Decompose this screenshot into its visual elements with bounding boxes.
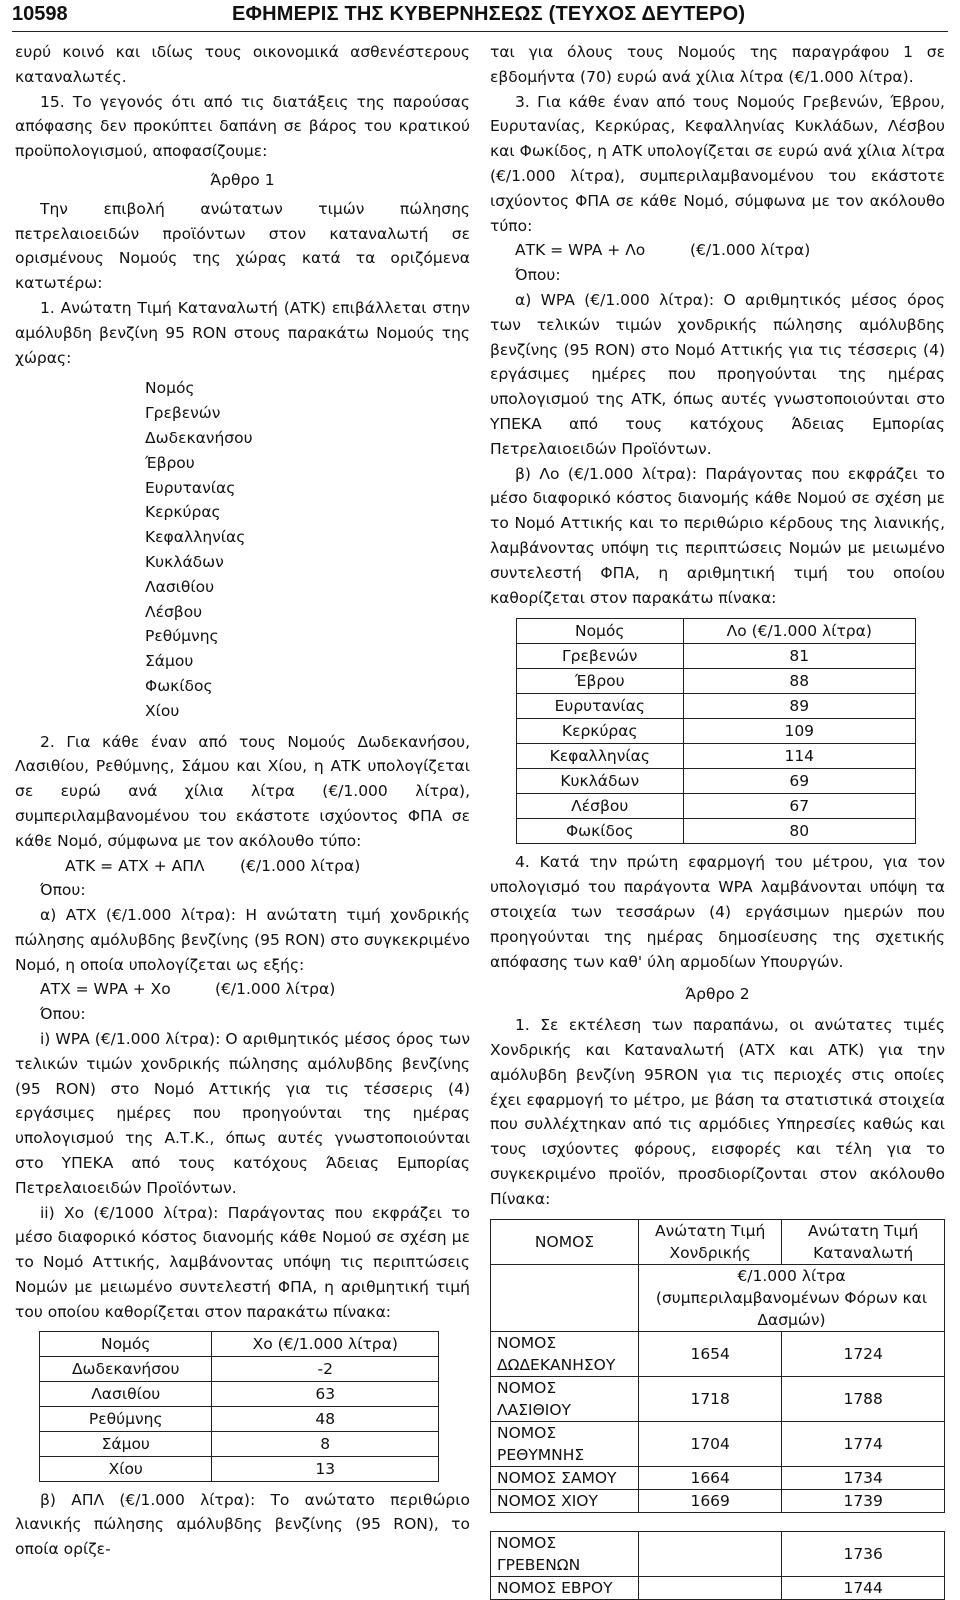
table-row [517,694,916,719]
table-cell: Χίου [40,1456,212,1481]
table-cell: 8 [212,1431,439,1456]
table-header-row [517,619,916,644]
formula-unit: (€/1.000 λίτρα) [240,856,361,875]
table-cell: Λέσβου [517,794,684,819]
table-row [491,1422,945,1467]
list-item: Λέσβου [145,602,203,621]
list-item: Κερκύρας [145,503,221,522]
formula-unit: (€/1.000 λίτρα) [215,980,336,999]
table-cell: 48 [212,1406,439,1431]
table-cell [491,1265,639,1332]
table-cell: Κερκύρας [517,719,684,744]
paragraph: ευρύ κοινό και ιδίως τους οικονομικά ασθενέστερους καταναλωτές. [15,43,470,86]
list-item: Κυκλάδων [145,552,224,571]
table-cell: ΝΟΜΟΣ ΧΙΟΥ [491,1490,639,1513]
table-header-row [491,1220,945,1265]
lo-table [516,618,916,844]
table-cell: Σάμου [40,1431,212,1456]
table-row [40,1456,439,1481]
table-cell: 1664 [639,1467,782,1490]
table-cell: 1669 [639,1490,782,1513]
table-row [491,1377,945,1422]
list-item: Φωκίδος [145,676,213,695]
list-item: Γρεβενών [145,404,221,423]
table-cell [491,1513,945,1532]
formula [490,238,945,263]
formula [15,977,470,1002]
table-row [491,1467,945,1490]
list-item: Έβρου [145,453,195,472]
paragraph: ται για όλους τους Νομούς της παραγράφου 1 σε εβδομήντα (70) ευρώ ανά χίλια λίτρα (€/1.000 λίτρα). [490,43,945,86]
table-header-cell: Λο (€/1.000 λίτρα) [683,619,916,644]
page-number: 10598 [12,3,68,25]
table-cell: 1736 [782,1532,945,1577]
price-table [490,1219,945,1600]
table-header-cell: Ανώτατη Τιμή Χονδρικής [639,1220,782,1265]
table-cell: 1788 [782,1377,945,1422]
table-cell: Δωδεκανήσου [40,1356,212,1381]
paragraph: α) ΑΤΧ (€/1.000 λίτρα): Η ανώτατη τιμή χονδρικής πώλησης αμόλυβδης βενζίνης (95 RON) στο συγκεκριμένο Νομό, η οποία υπολογίζεται ως εξής: [15,906,470,974]
table-cell: 1734 [782,1467,945,1490]
table-header-row [40,1331,439,1356]
page-header [0,0,960,30]
table-cell [639,1577,782,1600]
paragraph: 1. Ανώτατη Τιμή Καταναλωτή (ΑΤΚ) επιβάλλεται στην αμόλυβδη βενζίνη 95 RON στους παρακάτω Νομούς της χώρας: [15,298,470,367]
list-item: Ρεθύμνης [145,627,219,646]
paragraph: 15. Το γεγονός ότι από τις διατάξεις της παρούσας απόφασης δεν προκύπτει δαπάνη σε βάρος του κρατικού προϋπολογισμού, αποφασίζουμε: [15,92,470,161]
table-cell: ΝΟΜΟΣ ΣΑΜΟΥ [491,1467,639,1490]
paragraph: α) WPA (€/1.000 λίτρα): Ο αριθμητικός μέσος όρος των τελικών τιμών χονδρικής πώλησης αμόλυβδης βενζίνης (95 RON) στο Νομό Αττικής για τις τέσσερις (4) εργάσιμες ημέρες που προηγούνται της ημέρας υπολογισμού της ΑΤΚ, όπως αυτές γνωστοποιούνται στο ΥΠΕΚΑ από τους κατόχους Άδειας Εμπορίας Πετρελαιοειδών Προϊόντων. [490,290,945,458]
table-cell: ΝΟΜΟΣ ΕΒΡΟΥ [491,1577,639,1600]
table-cell: 88 [683,669,916,694]
table-row [40,1381,439,1406]
formula-left: ΑΤΚ = ΑΤΧ + ΑΠΛ [65,856,205,875]
table-cell [639,1532,782,1577]
where-label: Όπου: [515,266,561,285]
article-2-heading: Άρθρο 2 [685,985,750,1004]
list-item: Σάμου [145,652,194,671]
table-row [517,744,916,769]
article-1-heading: Άρθρο 1 [210,170,275,189]
table-cell: 1704 [639,1422,782,1467]
table-cell: Γρεβενών [517,644,684,669]
table-row [517,794,916,819]
table-gap-row [491,1513,945,1532]
table-header-cell: Νομός [517,619,684,644]
list-item: Δωδεκανήσου [145,428,253,447]
table-cell: 1724 [782,1332,945,1377]
table-unit-row [491,1265,945,1332]
table-header-cell: Χο (€/1.000 λίτρα) [212,1331,439,1356]
right-column [490,40,945,1600]
table-row [517,669,916,694]
table-cell: 81 [683,644,916,669]
table-cell: 69 [683,769,916,794]
list-item: Νομός [145,379,195,398]
table-cell: 1774 [782,1422,945,1467]
paragraph: 1. Σε εκτέλεση των παραπάνω, οι ανώτατες τιμές Χονδρικής και Καταναλωτή (ΑΤΧ και ΑΤΚ) για την αμόλυβδη βενζίνη 95RON για τις περιοχές στις οποίες έχει εφαρμογή το μέτρο, με βάση τα στατιστικά στοιχεία που συλλέχτηκαν από τις αρμόδιες Υπηρεσίες καθώς και τους ισχύοντες φόρους, εισφορές και τέλη για το συγκεκριμένο προϊόν, προσδιορίζονται στον ακόλουθο Πίνακα: [490,1016,945,1208]
table-header-cell: Ανώτατη Τιμή Καταναλωτή [782,1220,945,1265]
table-cell: 1744 [782,1577,945,1600]
table-header-cell: Νομός [40,1331,212,1356]
table-row [491,1332,945,1377]
paragraph: Την επιβολή ανώτατων τιμών πώλησης πετρελαιοειδών προϊόντων στον καταναλωτή σε ορισμένους Νομούς της χώρας κατά τα οριζόμενα κατωτέρω: [15,199,470,293]
table-row [517,719,916,744]
table-cell: 63 [212,1381,439,1406]
table-cell: Φωκίδος [517,819,684,844]
list-item: Λασιθίου [145,577,215,596]
table-cell: -2 [212,1356,439,1381]
table-cell: Έβρου [517,669,684,694]
table-cell: Κυκλάδων [517,769,684,794]
formula-left: ΑΤΧ = WPA + Χο [40,980,171,999]
table-row [517,769,916,794]
where-label: Όπου: [40,1005,86,1024]
table-cell: Ρεθύμνης [40,1406,212,1431]
paragraph: β) Λο (€/1.000 λίτρα): Παράγοντας που εκφράζει το μέσο διαφορικό κόστος διανομής κάθε Νομού σε σχέση με το Νομό Αττικής και το περιθώριο κέρδους της λιανικής, λαμβάνοντας υπόψη τις περιπτώσεις Νομών με μειωμένο συντελεστή ΦΠΑ, η αριθμητική τιμή του οποίου καθορίζεται στον παρακάτω πίνακα: [490,464,945,607]
table-row [40,1406,439,1431]
table-cell: 80 [683,819,916,844]
table-cell: 13 [212,1456,439,1481]
table-cell: 1718 [639,1377,782,1422]
table-cell: ΝΟΜΟΣ ΡΕΘΥΜΝΗΣ [491,1422,639,1467]
table-cell: 1654 [639,1332,782,1377]
table-cell: Κεφαλληνίας [517,744,684,769]
left-column [15,40,470,1562]
table-cell: Λασιθίου [40,1381,212,1406]
table-cell: 114 [683,744,916,769]
table-cell: 109 [683,719,916,744]
table-cell: 89 [683,694,916,719]
paragraph: ii) Χο (€/1000 λίτρα): Παράγοντας που εκφράζει το μέσο διαφορικό κόστος διανομής κάθε Νομού σε σχέση με το Νομό Αττικής, λαμβάνοντας υπόψη τις περιπτώσεις Νομών με μειωμένο συντελεστή ΦΠΑ, η αριθμητική τιμή του οποίου καθορίζεται στον παρακάτω πίνακα: [15,1203,470,1321]
table-row [40,1431,439,1456]
table-row [40,1356,439,1381]
header-rule [12,31,948,32]
table-unit-cell: €/1.000 λίτρα (συμπεριλαμβανομένων Φόρων και Δασμών) [639,1265,945,1332]
table-cell: ΝΟΜΟΣ ΛΑΣΙΘΙΟΥ [491,1377,639,1422]
table-row [491,1577,945,1600]
xo-table [39,1331,439,1482]
paragraph: 4. Κατά την πρώτη εφαρμογή του μέτρου, για τον υπολογισμό του παράγοντα WPA λαμβάνονται υπόψη τα στοιχεία των τεσσάρων (4) εργάσιμων ημερών που προηγούνται της ημέρας δημοσίευσης της σχετικής απόφασης των καθ' ύλη αρμοδίων Υπουργών. [490,853,945,971]
table-row [491,1490,945,1513]
table-cell: 1739 [782,1490,945,1513]
list-item: Κεφαλληνίας [145,528,246,547]
table-cell: 67 [683,794,916,819]
list-item: Χίου [145,701,180,720]
formula-left: ΑΤΚ = WPA + Λο [515,241,646,260]
formula [15,854,470,879]
table-row [517,819,916,844]
list-item: Ευρυτανίας [145,478,236,497]
gazette-title: ΕΦΗΜΕΡΙΣ ΤΗΣ ΚΥΒΕΡΝΗΣΕΩΣ (ΤΕΥΧΟΣ ΔΕΥΤΕΡΟ) [232,3,746,25]
formula-unit: (€/1.000 λίτρα) [690,241,811,260]
prefecture-list [145,376,470,723]
table-row [491,1532,945,1577]
where-label: Όπου: [40,881,86,900]
paragraph: β) ΑΠΛ (€/1.000 λίτρα): Το ανώτατο περιθώριο λιανικής πώλησης αμόλυβδης βενζίνης (95 RON), το οποία ορίζε- [15,1490,470,1559]
table-cell: ΝΟΜΟΣ ΓΡΕΒΕΝΩΝ [491,1532,639,1577]
paragraph: 3. Για κάθε έναν από τους Νομούς Γρεβενών, Έβρου, Ευρυτανίας, Κερκύρας, Κεφαλληνίας Κυκλάδων, Λέσβου και Φωκίδος, η ΑΤΚ υπολογίζεται σε ευρώ ανά χίλια λίτρα (€/1.000 λίτρα), συμπεριλαμβανομένου του εκάστοτε ισχύοντος ΦΠΑ σε κάθε Νομό, σύμφωνα με τον ακόλουθο τύπο: [490,92,945,235]
table-row [517,644,916,669]
table-cell: Ευρυτανίας [517,694,684,719]
paragraph: 2. Για κάθε έναν από τους Νομούς Δωδεκανήσου, Λασιθίου, Ρεθύμνης, Σάμου και Χίου, η ΑΤΚ υπολογίζεται σε ευρώ ανά χίλια λίτρα (€/1.000 λίτρα), συμπεριλαμβανομένου του εκάστοτε ισχύοντος ΦΠΑ σε κάθε Νομό, σύμφωνα με τον ακόλουθο τύπο: [15,732,470,850]
table-cell: ΝΟΜΟΣ ΔΩΔΕΚΑΝΗΣΟΥ [491,1332,639,1377]
paragraph: i) WPA (€/1.000 λίτρα): Ο αριθμητικός μέσος όρος των τελικών τιμών χονδρικής πώλησης αμόλυβδης βενζίνης (95 RON) στο Νομό Αττικής για τις τέσσερις (4) εργάσιμες ημέρες που προηγούνται της ημέρας υπολογισμού της Α.Τ.Κ., όπως αυτές γνωστοποιούνται στο ΥΠΕΚΑ από τους κατόχους Άδειας Εμπορίας Πετρελαιοειδών Προϊόντων. [15,1030,470,1197]
table-header-cell: ΝΟΜΟΣ [491,1220,639,1265]
